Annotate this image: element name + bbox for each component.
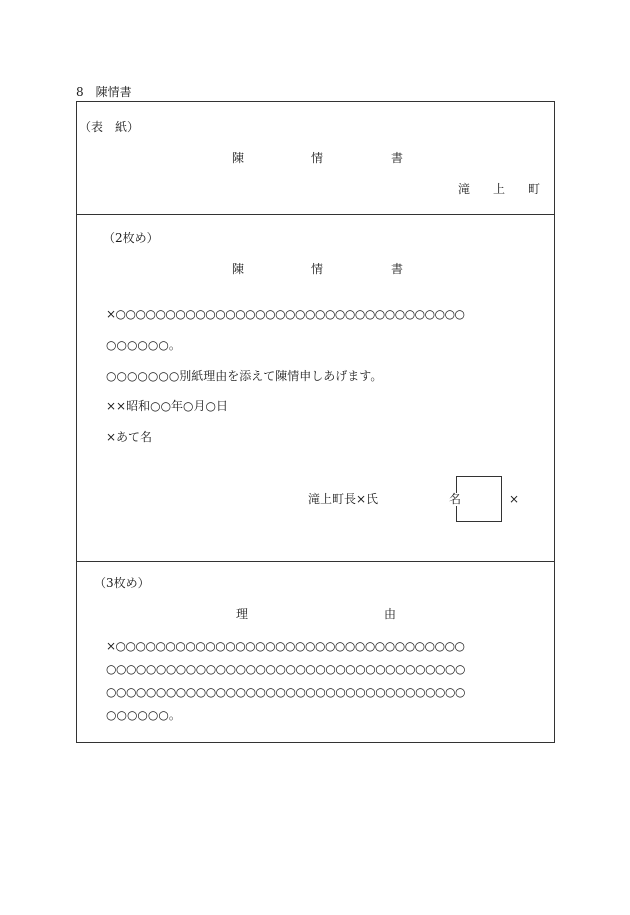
cover-town-char-3: 町 [528,182,541,196]
page3-body-line-3: ○○○○○○○○○○○○○○○○○○○○○○○○○○○○○○○○○○○○ [106,685,465,699]
page2-label: （2枚め） [103,231,159,245]
page2-title-char-1: 陳 [232,262,245,276]
cover-title-char-2: 情 [311,151,324,165]
page2-body-line-1: ×○○○○○○○○○○○○○○○○○○○○○○○○○○○○○○○○○○○ [106,307,465,321]
cover-town-char-2: 上 [493,182,506,196]
seal-box-edge-bottom [456,506,457,522]
page2-addressee: ×あて名 [106,430,153,444]
cover-label: （表 紙） [79,120,140,134]
page2-signer: 滝上町長×氏 [308,492,379,506]
page3-body-line-1: ×○○○○○○○○○○○○○○○○○○○○○○○○○○○○○○○○○○○ [106,639,465,653]
page2-title-char-2: 情 [311,262,324,276]
cover-town-char-1: 滝 [458,182,471,196]
page2-body-line-3: ○○○○○○○別紙理由を添えて陳情申しあげます。 [106,369,383,383]
seal-mark: × [509,492,520,506]
seal-box [456,476,502,522]
page3-body-line-2: ○○○○○○○○○○○○○○○○○○○○○○○○○○○○○○○○○○○○ [106,662,465,676]
page3-title-char-1: 理 [236,607,249,621]
page3-title-char-2: 由 [384,607,397,621]
seal-name-char: 名 [449,492,462,506]
cover-title-char-3: 書 [391,151,404,165]
page3-body-line-4: ○○○○○○。 [106,708,181,722]
cover-title-char-1: 陳 [232,151,245,165]
seal-box-edge-top [456,476,457,493]
page3-label: （3枚め） [94,576,150,590]
page2-title-char-3: 書 [391,262,404,276]
page2-date-line: ××昭和○○年○月○日 [106,399,228,413]
section-heading: 8 陳情書 [76,85,132,99]
page2-body-line-2: ○○○○○○。 [106,338,181,352]
